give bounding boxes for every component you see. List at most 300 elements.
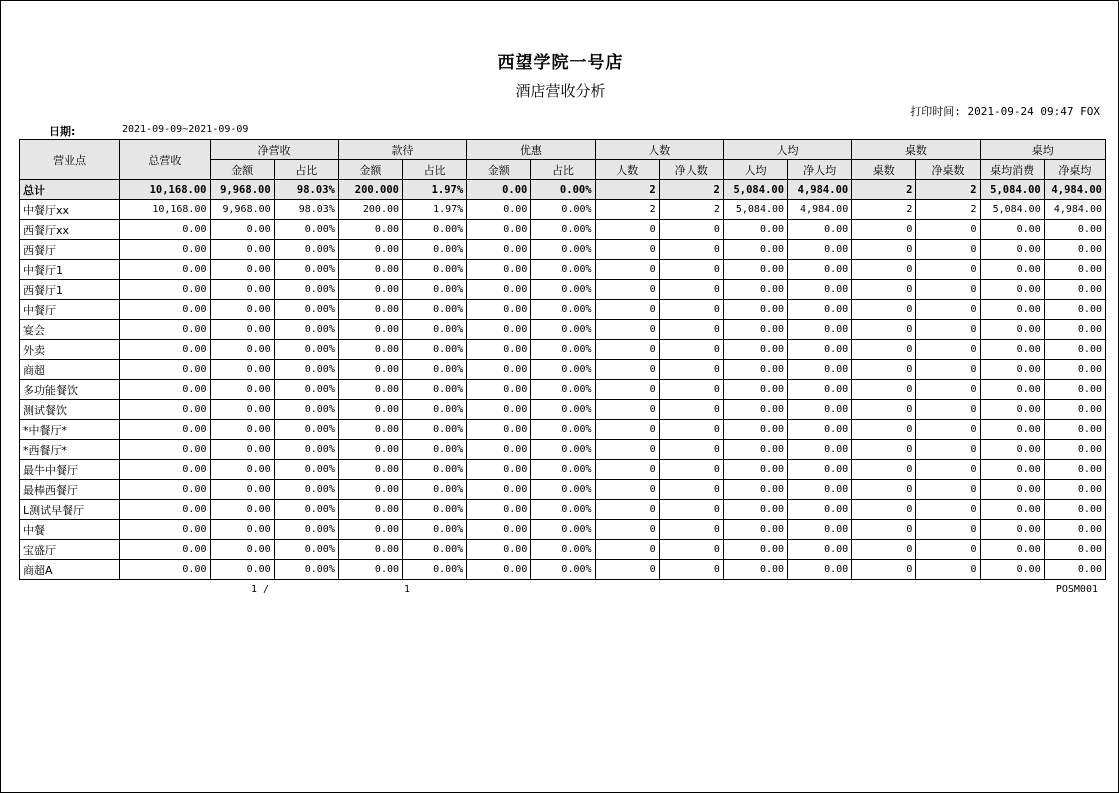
value-cell: 0.00% [403,240,467,260]
subheader-net-per-guest: 净人均 [788,160,852,180]
value-cell: 0 [595,560,659,580]
value-cell: 0 [916,520,980,540]
value-cell: 0.00 [120,560,210,580]
subheader-net-amount: 金额 [210,160,274,180]
value-cell: 0.00 [210,460,274,480]
value-cell: 0.00 [467,500,531,520]
value-cell: 0.00% [274,500,338,520]
value-cell: 0.00 [723,300,787,320]
value-cell: 0.00 [338,300,402,320]
value-cell: 2 [659,180,723,200]
value-cell: 0.00% [403,420,467,440]
value-cell: 0.00 [788,540,852,560]
value-cell: 0.00 [980,260,1044,280]
value-cell: 0.00% [403,400,467,420]
value-cell: 0.00 [467,380,531,400]
value-cell: 0 [595,440,659,460]
value-cell: 0.00 [467,220,531,240]
header-outlet: 营业点 [20,140,120,180]
value-cell: 0.00 [723,320,787,340]
value-cell: 0 [852,480,916,500]
value-cell: 1.97% [403,200,467,220]
value-cell: 0.00 [1044,260,1105,280]
value-cell: 0 [659,240,723,260]
value-cell: 0.00 [723,540,787,560]
value-cell: 0.00% [274,460,338,480]
outlet-name-cell: 西餐厅xx [20,220,120,240]
value-cell: 0.00 [723,260,787,280]
value-cell: 0.00 [723,400,787,420]
value-cell: 10,168.00 [120,200,210,220]
value-cell: 0.00 [980,520,1044,540]
value-cell: 0 [916,440,980,460]
value-cell: 0.00% [274,420,338,440]
value-cell: 1.97% [403,180,467,200]
value-cell: 0.00 [120,400,210,420]
table-row [20,420,1106,440]
value-cell: 0.00 [120,320,210,340]
value-cell: 0 [852,380,916,400]
subheader-disc-ratio: 占比 [531,160,595,180]
value-cell: 0.00% [403,460,467,480]
value-cell: 0.00 [723,360,787,380]
value-cell: 0 [659,480,723,500]
page-total: 1 [404,584,411,595]
value-cell: 0 [852,540,916,560]
value-cell: 0.00 [338,400,402,420]
value-cell: 0.00 [723,340,787,360]
value-cell: 0.00 [210,360,274,380]
subheader-net-tables: 净桌数 [916,160,980,180]
value-cell: 0.00 [980,360,1044,380]
value-cell: 9,968.00 [210,200,274,220]
value-cell: 0 [916,360,980,380]
value-cell: 4,984.00 [1044,200,1105,220]
table-row [20,200,1106,220]
header-per-guest: 人均 [723,140,851,160]
value-cell: 0 [916,220,980,240]
value-cell: 98.03% [274,200,338,220]
outlet-name-cell: *西餐厅* [20,440,120,460]
value-cell: 10,168.00 [120,180,210,200]
value-cell: 0.00 [338,360,402,380]
value-cell: 0.00 [1044,540,1105,560]
value-cell: 0 [595,320,659,340]
date-label: 日期: [49,125,76,138]
value-cell: 0 [595,400,659,420]
value-cell: 0 [595,500,659,520]
value-cell: 0.00 [788,520,852,540]
value-cell: 0.00 [210,340,274,360]
value-cell: 0.00 [120,220,210,240]
value-cell: 0.00 [788,300,852,320]
value-cell: 0.00 [788,460,852,480]
table-row [20,220,1106,240]
value-cell: 0.00 [338,220,402,240]
value-cell: 0.00% [403,280,467,300]
value-cell: 0 [852,560,916,580]
value-cell: 0.00% [274,520,338,540]
value-cell: 0.00% [531,340,595,360]
value-cell: 0 [916,460,980,480]
value-cell: 0.00 [210,400,274,420]
value-cell: 0.00 [210,300,274,320]
outlet-name-cell: 宴会 [20,320,120,340]
value-cell: 0.00 [1044,240,1105,260]
value-cell: 0 [916,260,980,280]
value-cell: 0 [852,420,916,440]
value-cell: 0.00% [531,540,595,560]
value-cell: 0 [852,460,916,480]
value-cell: 0 [659,280,723,300]
value-cell: 0.00 [120,480,210,500]
value-cell: 0.00 [338,420,402,440]
value-cell: 0.00 [980,280,1044,300]
value-cell: 0.00 [723,440,787,460]
value-cell: 0.00 [338,440,402,460]
value-cell: 0.00% [403,360,467,380]
value-cell: 0.00% [403,380,467,400]
value-cell: 0.00 [120,380,210,400]
value-cell: 2 [852,180,916,200]
value-cell: 0.00 [723,460,787,480]
value-cell: 0.00 [788,440,852,460]
value-cell: 0.00% [531,360,595,380]
table-row [20,500,1106,520]
value-cell: 0.00 [1044,460,1105,480]
value-cell: 0.00% [274,440,338,460]
value-cell: 0.00% [403,300,467,320]
value-cell: 0 [916,560,980,580]
value-cell: 0 [852,400,916,420]
value-cell: 0.00 [210,380,274,400]
table-body [20,180,1106,580]
value-cell: 0.00 [980,380,1044,400]
value-cell: 0.00% [531,420,595,440]
value-cell: 0.00% [274,240,338,260]
value-cell: 0.00 [1044,320,1105,340]
value-cell: 0.00 [467,200,531,220]
value-cell: 0 [659,300,723,320]
value-cell: 0.00 [338,480,402,500]
outlet-name-cell: 总计 [20,180,120,200]
value-cell: 5,084.00 [723,180,787,200]
value-cell: 0.00% [274,380,338,400]
outlet-name-cell: 商超A [20,560,120,580]
value-cell: 0.00% [531,380,595,400]
value-cell: 0.00% [403,320,467,340]
value-cell: 0.00 [210,220,274,240]
value-cell: 0.00 [210,520,274,540]
value-cell: 0.00 [788,240,852,260]
value-cell: 2 [595,200,659,220]
value-cell: 200.00 [338,200,402,220]
outlet-name-cell: L测试早餐厅 [20,500,120,520]
value-cell: 0.00 [338,320,402,340]
value-cell: 0.00% [274,260,338,280]
value-cell: 0.00% [403,480,467,500]
table-row [20,480,1106,500]
value-cell: 0.00% [531,180,595,200]
value-cell: 0.00% [531,300,595,320]
value-cell: 2 [595,180,659,200]
header-per-table: 桌均 [980,140,1105,160]
value-cell: 0 [659,440,723,460]
value-cell: 0.00 [467,240,531,260]
value-cell: 0 [659,540,723,560]
value-cell: 0.00 [980,460,1044,480]
value-cell: 0.00 [338,260,402,280]
value-cell: 0.00% [531,520,595,540]
value-cell: 0.00 [723,500,787,520]
value-cell: 0.00 [788,320,852,340]
value-cell: 0.00 [980,560,1044,580]
outlet-name-cell: 最棒西餐厅 [20,480,120,500]
value-cell: 0.00% [274,280,338,300]
value-cell: 0 [916,300,980,320]
value-cell: 0 [595,420,659,440]
header-total-revenue: 总营收 [120,140,210,180]
value-cell: 0.00 [788,500,852,520]
value-cell: 0.00 [980,220,1044,240]
revenue-table [19,139,1106,580]
value-cell: 0 [659,260,723,280]
value-cell: 0.00% [274,480,338,500]
value-cell: 0.00 [210,500,274,520]
value-cell: 0 [595,280,659,300]
value-cell: 2 [659,200,723,220]
value-cell: 0.00 [120,520,210,540]
subheader-net-guests: 净人数 [659,160,723,180]
value-cell: 0 [595,540,659,560]
outlet-name-cell: 外卖 [20,340,120,360]
value-cell: 0.00 [980,540,1044,560]
value-cell: 0.00% [531,480,595,500]
value-cell: 0.00% [274,320,338,340]
value-cell: 0.00 [723,380,787,400]
value-cell: 0.00 [338,560,402,580]
table-row [20,340,1106,360]
value-cell: 0.00 [467,360,531,380]
value-cell: 0.00 [467,440,531,460]
value-cell: 0.00 [210,560,274,580]
value-cell: 0.00% [531,460,595,480]
value-cell: 9,968.00 [210,180,274,200]
value-cell: 0.00% [403,340,467,360]
value-cell: 0 [595,340,659,360]
value-cell: 0.00% [274,360,338,380]
value-cell: 0.00 [723,240,787,260]
value-cell: 0.00% [531,400,595,420]
value-cell: 0.00 [723,420,787,440]
value-cell: 0.00 [723,280,787,300]
value-cell: 0.00 [467,320,531,340]
value-cell: 0.00 [120,460,210,480]
value-cell: 0 [595,240,659,260]
value-cell: 0.00 [338,520,402,540]
value-cell: 2 [852,200,916,220]
value-cell: 0 [595,360,659,380]
value-cell: 0.00 [120,260,210,280]
value-cell: 0.00 [210,480,274,500]
value-cell: 0.00% [531,280,595,300]
report-code: POSM001 [1055,584,1098,595]
outlet-name-cell: 宝盛厅 [20,540,120,560]
value-cell: 0.00 [723,560,787,580]
value-cell: 0 [595,480,659,500]
value-cell: 0.00 [788,280,852,300]
value-cell: 0.00 [1044,380,1105,400]
value-cell: 0 [852,300,916,320]
subheader-per-guest: 人均 [723,160,787,180]
value-cell: 0.00 [980,420,1044,440]
value-cell: 0.00% [403,500,467,520]
value-cell: 0 [852,520,916,540]
header-guests: 人数 [595,140,723,160]
value-cell: 0 [916,480,980,500]
value-cell: 0 [916,540,980,560]
value-cell: 0.00% [403,440,467,460]
outlet-name-cell: 中餐 [20,520,120,540]
value-cell: 0.00 [788,220,852,240]
value-cell: 0 [852,340,916,360]
value-cell: 200.000 [338,180,402,200]
value-cell: 0.00 [210,240,274,260]
report-subtitle: 酒店营收分析 [515,82,606,100]
value-cell: 0.00 [210,440,274,460]
value-cell: 0 [916,420,980,440]
value-cell: 0.00 [338,500,402,520]
value-cell: 0.00 [1044,360,1105,380]
outlet-name-cell: 中餐厅1 [20,260,120,280]
value-cell: 0 [852,500,916,520]
value-cell: 0.00 [338,540,402,560]
value-cell: 0.00% [403,260,467,280]
value-cell: 0.00 [120,440,210,460]
value-cell: 0.00 [338,280,402,300]
outlet-name-cell: 西餐厅 [20,240,120,260]
value-cell: 0 [659,320,723,340]
value-cell: 0 [852,280,916,300]
value-cell: 0.00% [274,220,338,240]
value-cell: 0.00 [788,360,852,380]
value-cell: 0.00 [1044,280,1105,300]
value-cell: 0 [659,500,723,520]
value-cell: 0.00% [274,400,338,420]
outlet-name-cell: 测试餐饮 [20,400,120,420]
value-cell: 0 [659,460,723,480]
table-row [20,360,1106,380]
outlet-name-cell: 商超 [20,360,120,380]
value-cell: 0.00 [467,180,531,200]
value-cell: 0.00 [120,280,210,300]
value-cell: 0.00 [120,540,210,560]
value-cell: 0.00 [723,220,787,240]
value-cell: 0.00% [274,540,338,560]
subheader-tables: 桌数 [852,160,916,180]
value-cell: 0.00 [1044,560,1105,580]
value-cell: 0.00 [1044,520,1105,540]
value-cell: 0.00% [531,240,595,260]
value-cell: 0.00 [980,440,1044,460]
outlet-name-cell: *中餐厅* [20,420,120,440]
group-header-row [20,140,1106,160]
value-cell: 0.00% [531,320,595,340]
value-cell: 0.00 [788,400,852,420]
value-cell: 98.03% [274,180,338,200]
value-cell: 0.00 [980,320,1044,340]
value-cell: 2 [916,180,980,200]
subheader-ent-amount: 金额 [338,160,402,180]
value-cell: 0.00 [788,380,852,400]
value-cell: 4,984.00 [788,180,852,200]
value-cell: 0 [916,340,980,360]
value-cell: 0.00 [1044,420,1105,440]
header-entertainment: 款待 [338,140,466,160]
value-cell: 0.00 [980,500,1044,520]
value-cell: 0.00 [338,240,402,260]
value-cell: 0 [852,360,916,380]
value-cell: 0 [659,220,723,240]
value-cell: 0.00 [210,420,274,440]
value-cell: 0 [595,520,659,540]
value-cell: 0 [852,320,916,340]
value-cell: 0.00% [274,300,338,320]
value-cell: 0.00 [467,400,531,420]
value-cell: 0.00 [120,300,210,320]
value-cell: 0.00% [531,220,595,240]
value-cell: 0 [916,400,980,420]
header-discount: 优惠 [467,140,595,160]
value-cell: 0.00 [788,260,852,280]
value-cell: 0.00 [980,480,1044,500]
subheader-ent-ratio: 占比 [403,160,467,180]
value-cell: 0.00 [723,520,787,540]
value-cell: 0.00 [980,340,1044,360]
value-cell: 0.00 [210,280,274,300]
value-cell: 0.00 [210,320,274,340]
value-cell: 0.00 [120,360,210,380]
value-cell: 0.00 [980,300,1044,320]
value-cell: 0.00 [120,420,210,440]
value-cell: 0.00% [274,340,338,360]
value-cell: 4,984.00 [1044,180,1105,200]
value-cell: 0.00 [467,560,531,580]
value-cell: 0.00 [723,480,787,500]
value-cell: 0.00 [1044,500,1105,520]
outlet-name-cell: 西餐厅1 [20,280,120,300]
table-row [20,520,1106,540]
value-cell: 0.00 [467,260,531,280]
value-cell: 0 [659,340,723,360]
value-cell: 0 [916,240,980,260]
value-cell: 0.00 [467,280,531,300]
header-tables: 桌数 [852,140,980,160]
value-cell: 0 [852,220,916,240]
value-cell: 5,084.00 [723,200,787,220]
date-range: 2021-09-09~2021-09-09 [122,124,249,135]
value-cell: 0 [852,440,916,460]
value-cell: 0.00 [210,260,274,280]
outlet-name-cell: 中餐厅 [20,300,120,320]
value-cell: 0.00 [210,540,274,560]
value-cell: 0.00 [467,480,531,500]
page-number: 1 / [251,584,270,595]
value-cell: 0 [852,260,916,280]
value-cell: 0.00 [1044,300,1105,320]
table-row [20,240,1106,260]
value-cell: 0.00% [403,560,467,580]
